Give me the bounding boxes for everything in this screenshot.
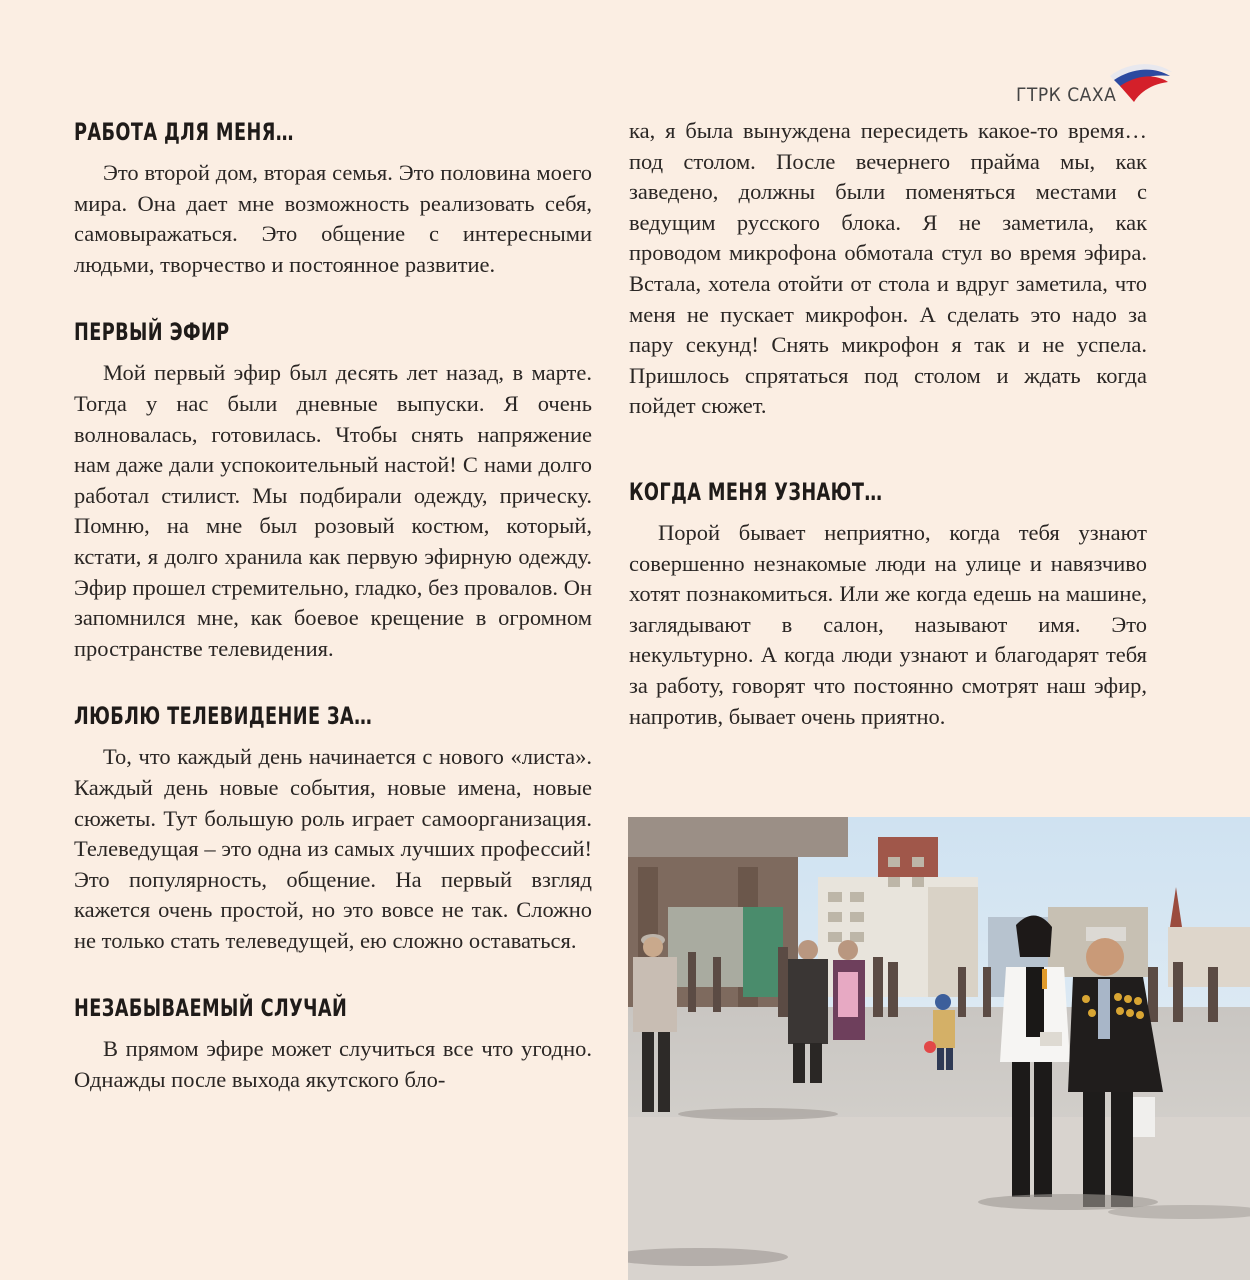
section-body-work: Это второй дом, вторая семья. Это половина моего мира. Она дает мне возможность реализовать себя, самовыражаться. Это общение с интересными людьми, творчество и постоянное развитие. [74,160,592,277]
section-heading-first-broadcast: ПЕРВЫЙ ЭФИР [74,318,230,347]
section-heading-unforgettable: НЕЗАБЫВАЕМЫЙ СЛУЧАЙ [74,994,348,1023]
section-heading-recognized: КОГДА МЕНЯ УЗНАЮТ… [629,477,883,506]
story-continuation: ка, я была вынуждена пересидеть какое-то время… под столом. После вечернего прайма мы, как заведено, должны были поменяться местами с ведущим русского блока. Я не заметила, как проводом микрофона обмотала стул во время эфира. Встала, хотела отойти от стола и вдруг заметила, что меня не пускает микрофон. А сделать это надо за пару секунд! Снять микрофон я так и не успела. Пришлось спрятаться под столом и ждать когда пойдет сюжет. [629,118,1147,419]
logo [1012,62,1172,108]
right-column [629,112,1147,732]
section-body-first-broadcast: Мой первый эфир был десять лет назад, в марте. Тогда у нас были дневные выпуски. Я очень волновалась, готовилась. Чтобы снять напряжение нам даже дали успокоительный настой! С нами долго работал стилист. Мы подбирали одежду, прическу. Помню, на мне был розовый костюм, который, кстати, я долго хранила как первую эфирную одежду. Эфир прошел стремительно, гладко, без провалов. Он запомнился мне, как боевое крещение в огромном пространстве телевидения. [74,360,592,661]
section-body-recognized: Порой бывает неприятно, когда тебя узнают совершенно незнакомые люди на улице и навязчиво хотят познакомиться. Или же когда едешь на машине, заглядывают в салон, называют имя. Это некультурно. А когда люди узнают и благодарят тебя за работу, говорят что постоянно смотрят наш эфир, напротив, бывает очень приятно. [629,519,1147,729]
logo-text: ГТРК САХА [1016,84,1117,106]
street-photo [628,817,1250,1280]
left-column [74,112,592,1096]
section-heading-work: РАБОТА ДЛЯ МЕНЯ… [74,118,294,146]
section-body-unforgettable: В прямом эфире может случиться все что угодно. Однажды после выхода якутского бло- [74,1036,592,1093]
flag-swoosh-icon [1102,62,1174,106]
street-scene-illustration [628,817,1250,1280]
section-body-love-tv: То, что каждый день начинается с нового «листа». Каждый день новые события, новые имена, новые сюжеты. Тут большую роль играет самоорганизация. Телеведущая – это одна из самых лучших профессий! Это популярность, общение. На первый взгляд кажется очень простой, но это вовсе не так. Сложно не только стать телеведущей, ею сложно оставаться. [74,744,592,953]
section-heading-love-tv: ЛЮБЛЮ ТЕЛЕВИДЕНИЕ ЗА… [74,702,373,731]
